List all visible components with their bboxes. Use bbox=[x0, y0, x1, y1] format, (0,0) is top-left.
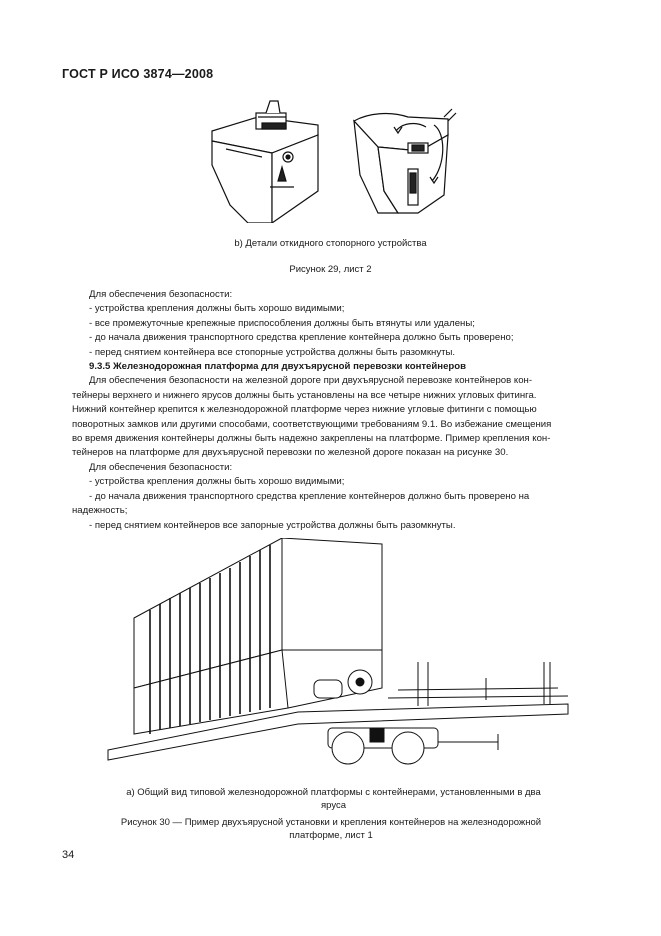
text-line: - до начала движения транспортного средства крепление контейнера должно быть проверено; bbox=[89, 332, 514, 344]
text-line: - устройства крепления должны быть хорошо видимыми; bbox=[89, 303, 345, 315]
figure-29-drawing bbox=[208, 95, 478, 223]
subcaption-line: яруса bbox=[321, 800, 346, 811]
subcaption-line: a) Общий вид типовой железнодорожной платформы с контейнерами, установленными в два bbox=[126, 787, 541, 798]
figure-29-subcaption: b) Детали откидного стопорного устройства bbox=[234, 238, 427, 249]
document-header: ГОСТ Р ИСО 3874—2008 bbox=[62, 67, 214, 81]
paragraph-line: Для обеспечения безопасности на железной дороге при двухъярусной перевозке контейнеров кон- bbox=[89, 375, 533, 387]
section-title: 9.3.5 Железнодорожная платформа для двухъярусной перевозки контейнеров bbox=[89, 361, 467, 373]
text-line: - до начала движения транспортного средства крепление контейнеров должно быть проверено на bbox=[89, 490, 530, 502]
railcar-illustration bbox=[98, 538, 578, 778]
text-line: надежность; bbox=[72, 505, 128, 517]
text-line: - устройства крепления должны быть хорошо видимыми; bbox=[89, 476, 345, 488]
paragraph-line: тейнеров на платформе для двухъярусной перевозки по железной дороге показан на рисунке 30. bbox=[72, 447, 509, 459]
figure-30-drawing bbox=[98, 538, 578, 778]
locking-device-illustration bbox=[208, 95, 478, 223]
paragraph-line: поворотных замков или другими способами, соответствующими требованиям 9.1. Во избежание смещения bbox=[72, 418, 552, 430]
paragraph-line: во время движения контейнеры должны быть надежно закреплены на платформе. Пример крепления кон- bbox=[72, 433, 551, 445]
text-line: Для обеспечения безопасности: bbox=[89, 461, 233, 473]
caption-line: Рисунок 30 — Пример двухъярусной установки и крепления контейнеров на железнодорожной bbox=[120, 817, 542, 828]
page-number: 34 bbox=[62, 849, 75, 861]
paragraph-line: Нижний контейнер крепится к железнодорожной платформе через нижние угловые фитинги с помощью bbox=[72, 404, 537, 416]
figure-30-subcaption bbox=[106, 786, 561, 812]
paragraph-line: тейнеры верхнего и нижнего ярусов должны быть установлены на все четыре нижних угловых фитинга. bbox=[72, 389, 537, 401]
text-line: - перед снятием контейнера все стопорные устройства должны быть разомкнуты. bbox=[89, 346, 456, 358]
text-line: - все промежуточные крепежные приспособления должны быть втянуты или удалены; bbox=[89, 317, 475, 329]
text-line: Для обеспечения безопасности: bbox=[89, 289, 233, 300]
caption-line: платформе, лист 1 bbox=[289, 830, 373, 841]
text-line: - перед снятием контейнеров все запорные устройства должны быть разомкнуты. bbox=[89, 519, 456, 531]
figure-29-caption: Рисунок 29, лист 2 bbox=[289, 264, 372, 275]
body-text bbox=[72, 288, 599, 533]
figure-30-caption bbox=[96, 816, 566, 842]
